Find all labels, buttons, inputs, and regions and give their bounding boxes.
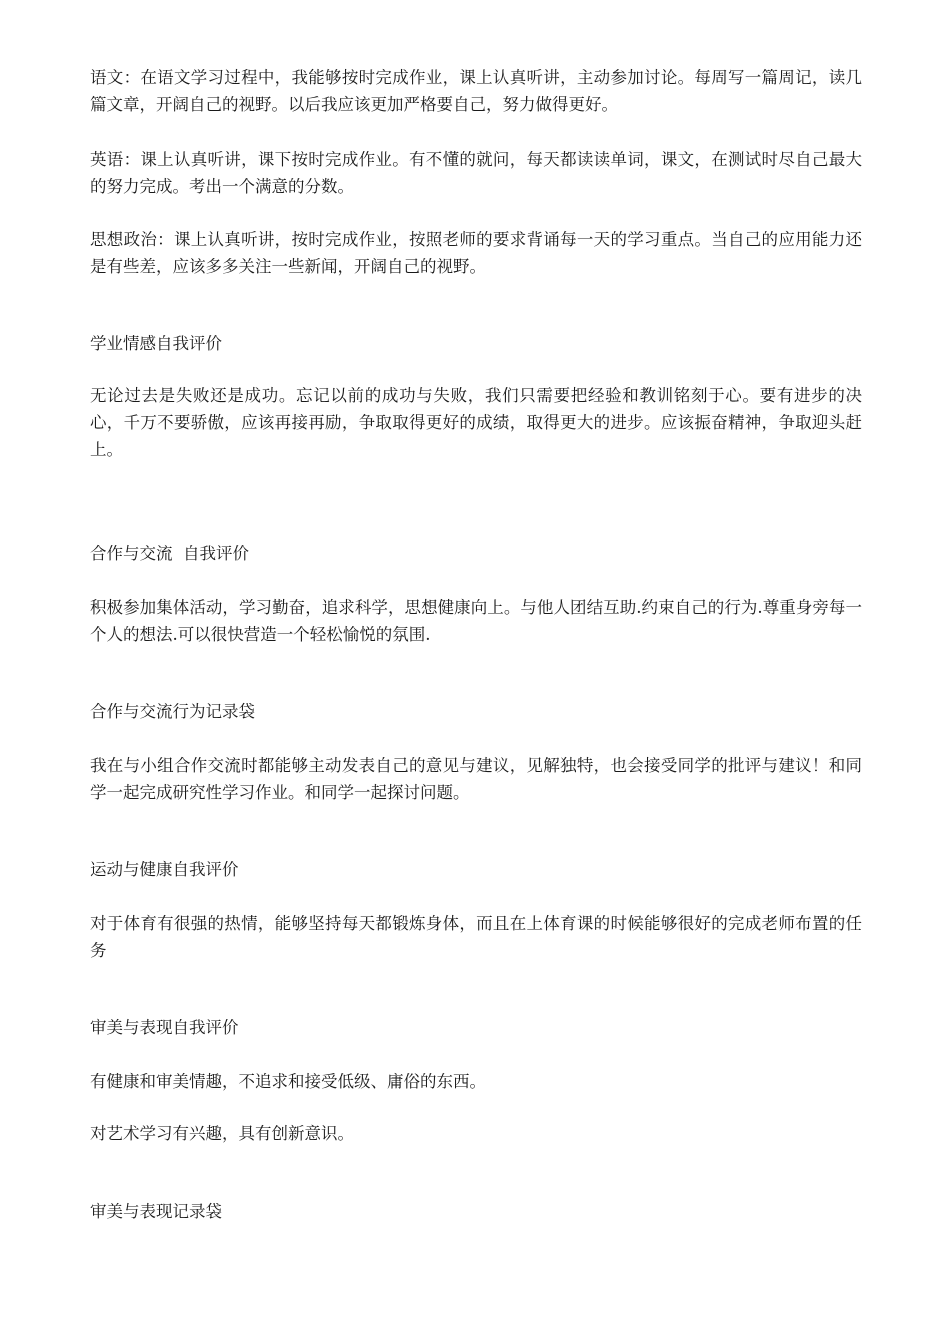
paragraph-aesthetics-line-2: 对艺术学习有兴趣，具有创新意识。 bbox=[90, 1124, 354, 1143]
heading-sports-health-evaluation: 运动与健康自我评价 bbox=[90, 860, 239, 879]
paragraph-cooperation-self-evaluation: 积极参加集体活动，学习勤奋，追求科学，思想健康向上。与他人团结互助.约束自己的行为.尊重身旁每一个人的想法.可以很快营造一个轻松愉悦的氛围. bbox=[90, 598, 862, 644]
paragraph-english-subject: 英语：课上认真听讲，课下按时完成作业。有不懂的就问，每天都读读单词，课文，在测试时尽自己最大的努力完成。考出一个满意的分数。 bbox=[90, 150, 862, 196]
heading-cooperation-self-evaluation: 合作与交流 自我评价 bbox=[90, 544, 249, 563]
heading-academic-emotion-evaluation: 学业情感自我评价 bbox=[90, 334, 222, 353]
paragraph-cooperation-record: 我在与小组合作交流时都能够主动发表自己的意见与建议，见解独特，也会接受同学的批评与建议！和同学一起完成研究性学习作业。和同学一起探讨问题。 bbox=[90, 756, 862, 802]
heading-aesthetics-record-bag: 审美与表现记录袋 bbox=[90, 1202, 222, 1221]
paragraph-chinese-subject: 语文：在语文学习过程中，我能够按时完成作业，课上认真听讲，主动参加讨论。每周写一篇周记，读几篇文章，开阔自己的视野。以后我应该更加严格要自己，努力做得更好。 bbox=[90, 68, 862, 114]
paragraph-aesthetics-line-1: 有健康和审美情趣，不追求和接受低级、庸俗的东西。 bbox=[90, 1072, 486, 1091]
heading-cooperation-record-bag: 合作与交流行为记录袋 bbox=[90, 702, 255, 721]
paragraph-politics-subject: 思想政治：课上认真听讲，按时完成作业，按照老师的要求背诵每一天的学习重点。当自己的应用能力还是有些差，应该多多关注一些新闻，开阔自己的视野。 bbox=[90, 230, 862, 276]
document-page bbox=[90, 0, 862, 1344]
heading-aesthetics-self-evaluation: 审美与表现自我评价 bbox=[90, 1018, 239, 1037]
paragraph-academic-emotion: 无论过去是失败还是成功。忘记以前的成功与失败，我们只需要把经验和教训铭刻于心。要有进步的决心，千万不要骄傲，应该再接再励，争取取得更好的成绩，取得更大的进步。应该振奋精神，争取迎头赶上。 bbox=[90, 386, 862, 459]
paragraph-sports-health: 对于体育有很强的热情，能够坚持每天都锻炼身体，而且在上体育课的时候能够很好的完成老师布置的任务 bbox=[90, 914, 862, 960]
